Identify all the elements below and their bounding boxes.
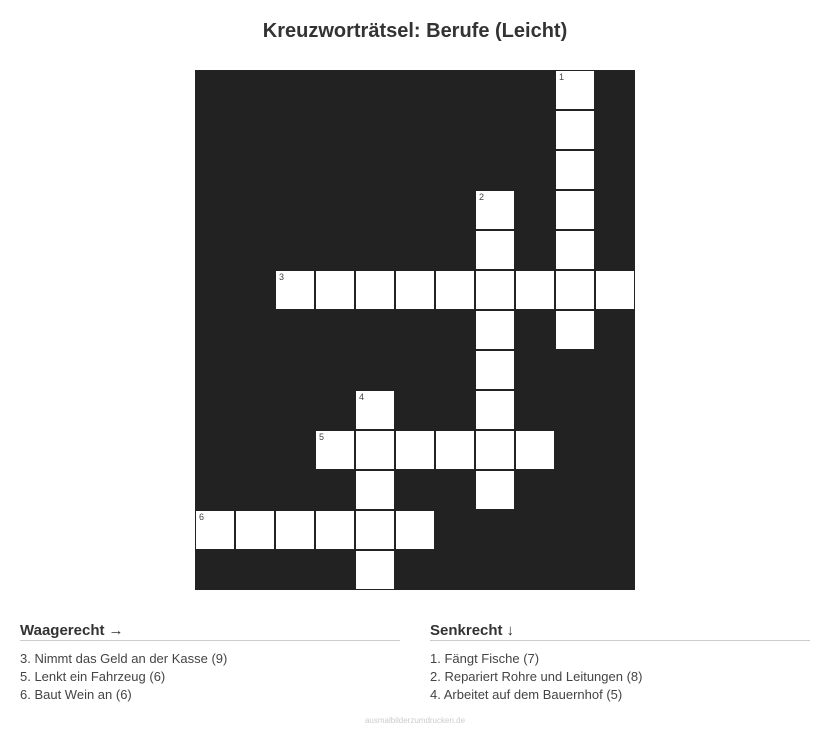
clue-down-4[interactable]: 4. Arbeitet auf dem Bauernhof (5) <box>430 687 623 702</box>
crossword-cell[interactable] <box>435 270 475 310</box>
down-clues <box>430 622 810 704</box>
crossword-cell[interactable] <box>355 470 395 510</box>
crossword-cell[interactable] <box>355 390 395 430</box>
crossword-cell[interactable] <box>395 430 435 470</box>
clue-down-2[interactable]: 2. Repariert Rohre und Leitungen (8) <box>430 669 643 684</box>
clue-number: 4 <box>359 392 365 402</box>
crossword-cell[interactable] <box>475 310 515 350</box>
clue-down-1[interactable]: 1. Fängt Fische (7) <box>430 651 540 666</box>
crossword-cell[interactable] <box>275 270 315 310</box>
crossword-cell[interactable] <box>315 430 355 470</box>
crossword-cell[interactable] <box>235 510 275 550</box>
crossword-cell[interactable] <box>355 550 395 590</box>
crossword-cell[interactable] <box>555 190 595 230</box>
crossword-cell[interactable] <box>315 270 355 310</box>
clue-across-3[interactable]: 3. Nimmt das Geld an der Kasse (9) <box>20 651 228 666</box>
crossword-cell[interactable] <box>515 430 555 470</box>
crossword-cell[interactable] <box>555 270 595 310</box>
clue-across-5[interactable]: 5. Lenkt ein Fahrzeug (6) <box>20 669 166 684</box>
crossword-cell[interactable] <box>355 430 395 470</box>
crossword-cell[interactable] <box>555 150 595 190</box>
crossword-cell[interactable] <box>475 230 515 270</box>
clue-number: 6 <box>199 512 205 522</box>
crossword-cell[interactable] <box>555 230 595 270</box>
crossword-cell[interactable] <box>475 470 515 510</box>
crossword-cell[interactable] <box>555 110 595 150</box>
crossword-cell[interactable] <box>475 350 515 390</box>
crossword-cell[interactable] <box>435 430 475 470</box>
down-heading <box>430 622 810 641</box>
down-heading-label: Senkrecht <box>430 622 503 639</box>
clue-number: 5 <box>319 432 325 442</box>
across-heading <box>20 622 400 641</box>
across-heading-label: Waagerecht <box>20 622 105 639</box>
across-clues <box>20 622 400 704</box>
clue-number: 2 <box>479 192 485 202</box>
clue-number: 1 <box>559 72 565 82</box>
crossword-cell[interactable] <box>355 510 395 550</box>
down-arrow-icon: ↓ <box>506 622 515 639</box>
crossword-cell[interactable] <box>475 270 515 310</box>
crossword-cell[interactable] <box>475 190 515 230</box>
clue-number: 3 <box>279 272 285 282</box>
crossword-cell[interactable] <box>355 270 395 310</box>
crossword-cell[interactable] <box>275 510 315 550</box>
crossword-cell[interactable] <box>475 430 515 470</box>
right-arrow-icon: → <box>108 622 124 639</box>
crossword-cell[interactable] <box>515 270 555 310</box>
crossword-cell[interactable] <box>475 390 515 430</box>
crossword-cell[interactable] <box>595 270 635 310</box>
footer-watermark: ausmalbilderzumdrucken.de <box>364 716 466 725</box>
crossword-cell[interactable] <box>315 510 355 550</box>
crossword-cell[interactable] <box>555 70 595 110</box>
page-title: Kreuzworträtsel: Berufe (Leicht) <box>262 20 568 42</box>
crossword-cell[interactable] <box>395 270 435 310</box>
crossword-cell[interactable] <box>195 510 235 550</box>
crossword-grid <box>195 70 635 590</box>
crossword-cell[interactable] <box>395 510 435 550</box>
clue-across-6[interactable]: 6. Baut Wein an (6) <box>20 687 132 702</box>
crossword-cell[interactable] <box>555 310 595 350</box>
